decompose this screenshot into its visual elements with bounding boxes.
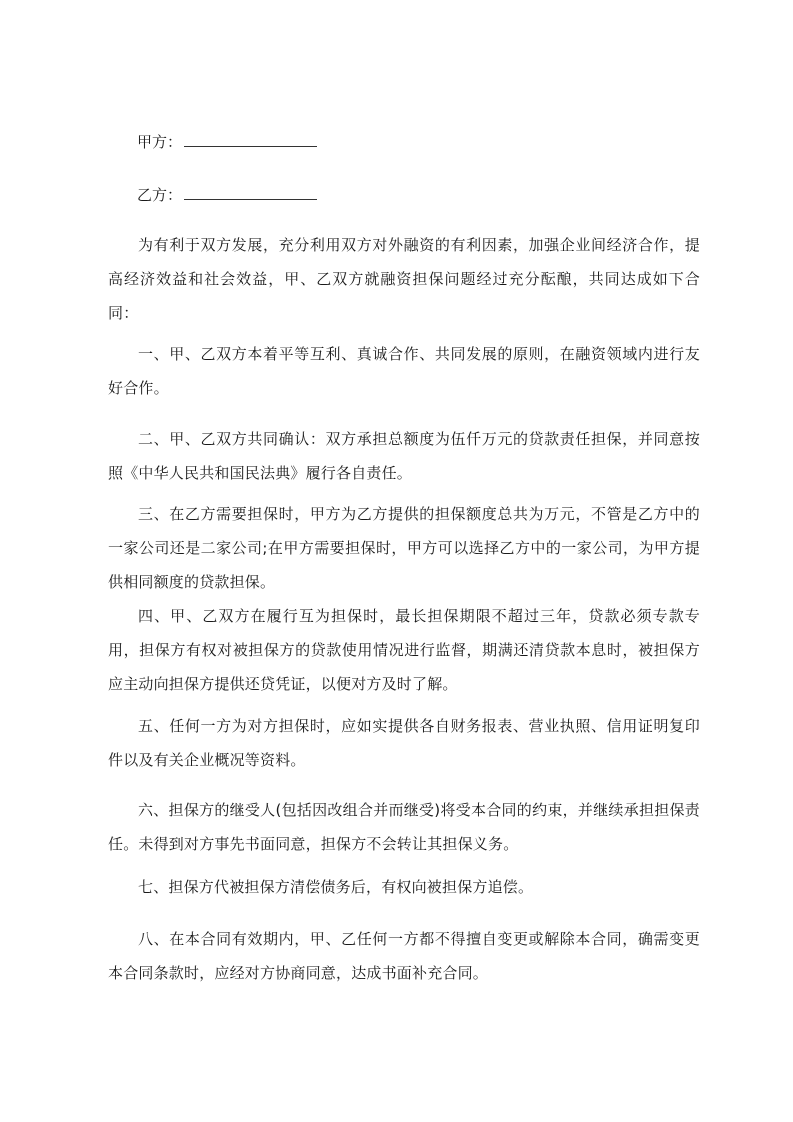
intro-paragraph: 为有利于双方发展，充分利用双方对外融资的有利因素，加强企业间经济合作，提高经济效益和社会效益，甲、乙双方就融资担保问题经过充分酝酿，共同达成如下合同： — [108, 236, 700, 322]
party-a-label: 甲方： — [137, 133, 183, 151]
party-a-blank — [184, 132, 317, 147]
clause-4: 四、甲、乙双方在履行互为担保时，最长担保期限不超过三年，贷款必须专款专用，担保方有权对被担保方的贷款使用情况进行监督，期满还清贷款本息时，被担保方应主动向担保方提供还贷凭证，以便对方及时了解。 — [108, 607, 700, 693]
clause-8: 八、在本合同有效期内，甲、乙任何一方都不得擅自变更或解除本合同，确需变更本合同条款时，应经对方协商同意，达成书面补充合同。 — [108, 930, 700, 982]
party-b-label: 乙方： — [137, 186, 183, 204]
clause-6: 六、担保方的继受人(包括因改组合并而继受)将受本合同的约束，并继续承担担保责任。未得到对方事先书面同意，担保方不会转让其担保义务。 — [108, 801, 700, 853]
party-b-blank — [184, 185, 317, 200]
clause-7: 七、担保方代被担保方清偿债务后，有权向被担保方追偿。 — [138, 878, 534, 896]
clause-3: 三、在乙方需要担保时，甲方为乙方提供的担保额度总共为万元，不管是乙方中的一家公司还是二家公司;在甲方需要担保时，甲方可以选择乙方中的一家公司，为甲方提供相同额度的贷款担保。 — [108, 505, 700, 591]
party-a-line — [137, 132, 317, 152]
clause-2: 二、甲、乙双方共同确认：双方承担总额度为伍仟万元的贷款责任担保，并同意按照《中华人民共和国民法典》履行各自责任。 — [108, 430, 700, 482]
party-b-line — [137, 185, 317, 205]
clause-5: 五、任何一方为对方担保时，应如实提供各自财务报表、营业执照、信用证明复印件以及有关企业概况等资料。 — [108, 717, 700, 769]
clause-1: 一、甲、乙双方本着平等互利、真诚合作、共同发展的原则，在融资领域内进行友好合作。 — [108, 345, 700, 397]
